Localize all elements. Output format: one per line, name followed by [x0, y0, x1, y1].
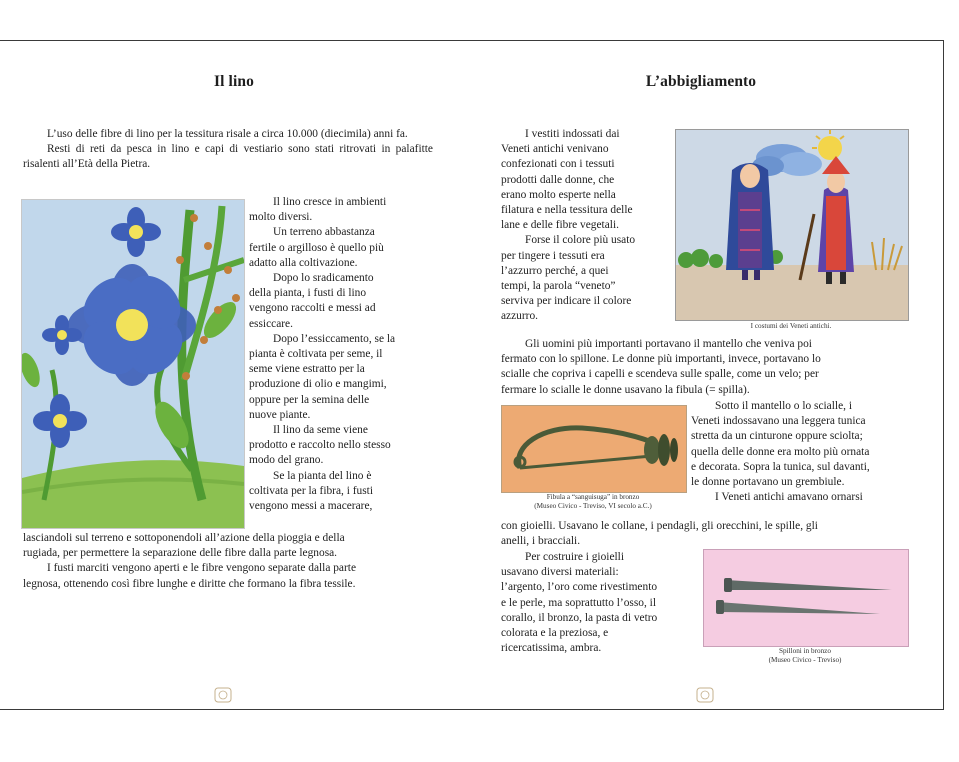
book-spread: [0, 40, 944, 710]
left-page-title: Il lino: [214, 73, 254, 90]
right-jewels-paragraph: [501, 519, 911, 549]
left-intro: [23, 127, 433, 173]
line: usavano diversi materiali:: [501, 566, 619, 579]
line: serviva per indicare il colore: [501, 295, 632, 308]
line: legnosa, ottenendo così fibre lunghe e diritte che formano la fibra tessile.: [23, 577, 356, 590]
line: rugiada, per permettere la separazione delle fibre dalla parte legnosa.: [23, 547, 338, 560]
caption-line: Fibula a “sanguisuga” in bronzo: [546, 493, 640, 501]
fibula-photo: [501, 405, 687, 493]
flax-plant-illustration: [22, 200, 244, 528]
line: pianta è coltivata per seme, il: [249, 348, 383, 361]
intro-paragraph-2: Resti di reti da pesca in lino e capi di vestiario sono stati ritrovati in palafitte risalenti all’Età della Pietra.: [23, 143, 433, 171]
left-bottom-paragraphs: [23, 531, 433, 592]
right-mantle-paragraph: [501, 337, 911, 398]
pins-caption: [703, 647, 907, 665]
line: Gli uomini più importanti portavano il mantello che veniva poi: [525, 338, 812, 350]
line: Il lino cresce in ambienti: [273, 196, 387, 208]
line: fermato con lo spillone. Le donne più importanti, invece, portavano lo: [501, 353, 821, 366]
woman-figure: [726, 163, 774, 280]
right-page-title: L’abbigliamento: [645, 73, 757, 90]
line: prodotto e raccolto nello stesso: [249, 439, 391, 452]
line: vengono messi a macerare,: [249, 500, 373, 513]
line: tempi, la parola “veneto”: [501, 280, 616, 293]
line: ricercatissima, ambra.: [501, 642, 602, 655]
line: fermare lo scialle le donne usavano la fibula (= spilla).: [501, 383, 750, 396]
line: e decorata. Sopra la tunica, sul davanti,: [691, 460, 870, 473]
line: con gioielli. Usavano le collane, i pendagli, gli orecchini, le spille, gli: [501, 520, 818, 532]
right-materials-column: [501, 550, 695, 656]
line: anelli, i bracciali.: [501, 535, 581, 548]
line: molto diversi.: [249, 211, 313, 224]
line: le donne portavano un grembiule.: [691, 476, 845, 489]
page-number-ornament-left: [213, 687, 233, 703]
line: della pianta, i fusti di lino: [249, 287, 367, 300]
line: Forse il colore più usato: [525, 234, 636, 247]
line: Dopo l’essiccamento, se la: [273, 332, 396, 345]
line: coltivata per la fibra, i fusti: [249, 484, 373, 497]
line: azzurro.: [501, 310, 538, 323]
line: l’azzurro perché, a quei: [501, 264, 609, 277]
caption-line: Spilloni in bronzo: [779, 647, 831, 655]
right-top-column: [501, 127, 667, 325]
line: stretta da un cinturone oppure sciolta;: [691, 430, 863, 443]
right-tunic-column: [691, 399, 911, 505]
veneti-costumes-drawing: [675, 129, 909, 321]
line: confezionati con i tessuti: [501, 158, 615, 171]
line: modo del grano.: [249, 454, 324, 467]
line: I Veneti antichi amavano ornarsi: [715, 491, 863, 504]
line: fertile o argilloso è quello più: [249, 241, 384, 254]
line: Dopo lo sradicamento: [273, 272, 374, 285]
flax-drawing: [21, 199, 245, 529]
caption-line: (Museo Civico - Treviso, VI secolo a.C.): [534, 502, 652, 510]
line: prodotti dalle donne, che: [501, 173, 615, 186]
page-number-ornament-right: [695, 687, 715, 703]
line: erano molto esperte nella: [501, 188, 616, 201]
line: I vestiti indossati dai: [525, 128, 620, 140]
line: vengono raccolti e messi ad: [249, 302, 376, 315]
line: Se la pianta del lino è: [273, 469, 372, 482]
line: colorata e la preziosa, e: [501, 627, 609, 640]
line: produzione di olio e mangimi,: [249, 378, 387, 391]
line: lane e delle fibre vegetali.: [501, 219, 619, 232]
line: essiccare.: [249, 317, 293, 330]
fibula-caption: [501, 493, 685, 511]
line: nuove piante.: [249, 408, 311, 421]
line: oppure per la semina delle: [249, 393, 370, 406]
line: quella delle donne era molto più ornata: [691, 445, 870, 458]
line: Veneti indossavano una leggera tunica: [691, 415, 866, 428]
pins-illustration: [704, 550, 908, 646]
line: corallo, il bronzo, la pasta di vetro: [501, 611, 658, 624]
line: adatto alla coltivazione.: [249, 256, 358, 269]
line: lasciandoli sul terreno e sottoponendoli all’azione della pioggia e della: [23, 532, 345, 544]
line: Per costruire i gioielli: [525, 551, 625, 563]
line: scialle che copriva i capelli e scendeva sulle spalle, come un velo; per: [501, 368, 819, 381]
line: e le perle, ma soprattutto l’osso, il: [501, 596, 657, 609]
line: I fusti marciti vengono aperti e le fibre vengono separate dalla parte: [47, 562, 356, 575]
fibula-illustration: [502, 406, 686, 492]
costumes-caption: I costumi dei Veneti antichi.: [750, 322, 832, 330]
line: per tingere i tessuti era: [501, 249, 605, 262]
line: filatura e nella tessitura delle: [501, 204, 633, 217]
left-side-column: [249, 195, 433, 514]
line: l’argento, l’oro come rivestimento: [501, 581, 658, 594]
bronze-pins-photo: [703, 549, 909, 647]
line: Veneti antichi venivano: [501, 143, 609, 156]
line: Sotto il mantello o lo scialle, i: [715, 400, 852, 412]
line: Un terreno abbastanza: [273, 226, 375, 239]
caption-line: (Museo Civico - Treviso): [768, 656, 842, 664]
costumes-illustration: [676, 130, 908, 320]
intro-paragraph-1: L’uso delle fibre di lino per la tessitura risale a circa 10.000 (diecimila) anni fa.: [47, 128, 408, 140]
line: seme viene estratto per la: [249, 363, 365, 376]
line: Il lino da seme viene: [273, 424, 368, 437]
